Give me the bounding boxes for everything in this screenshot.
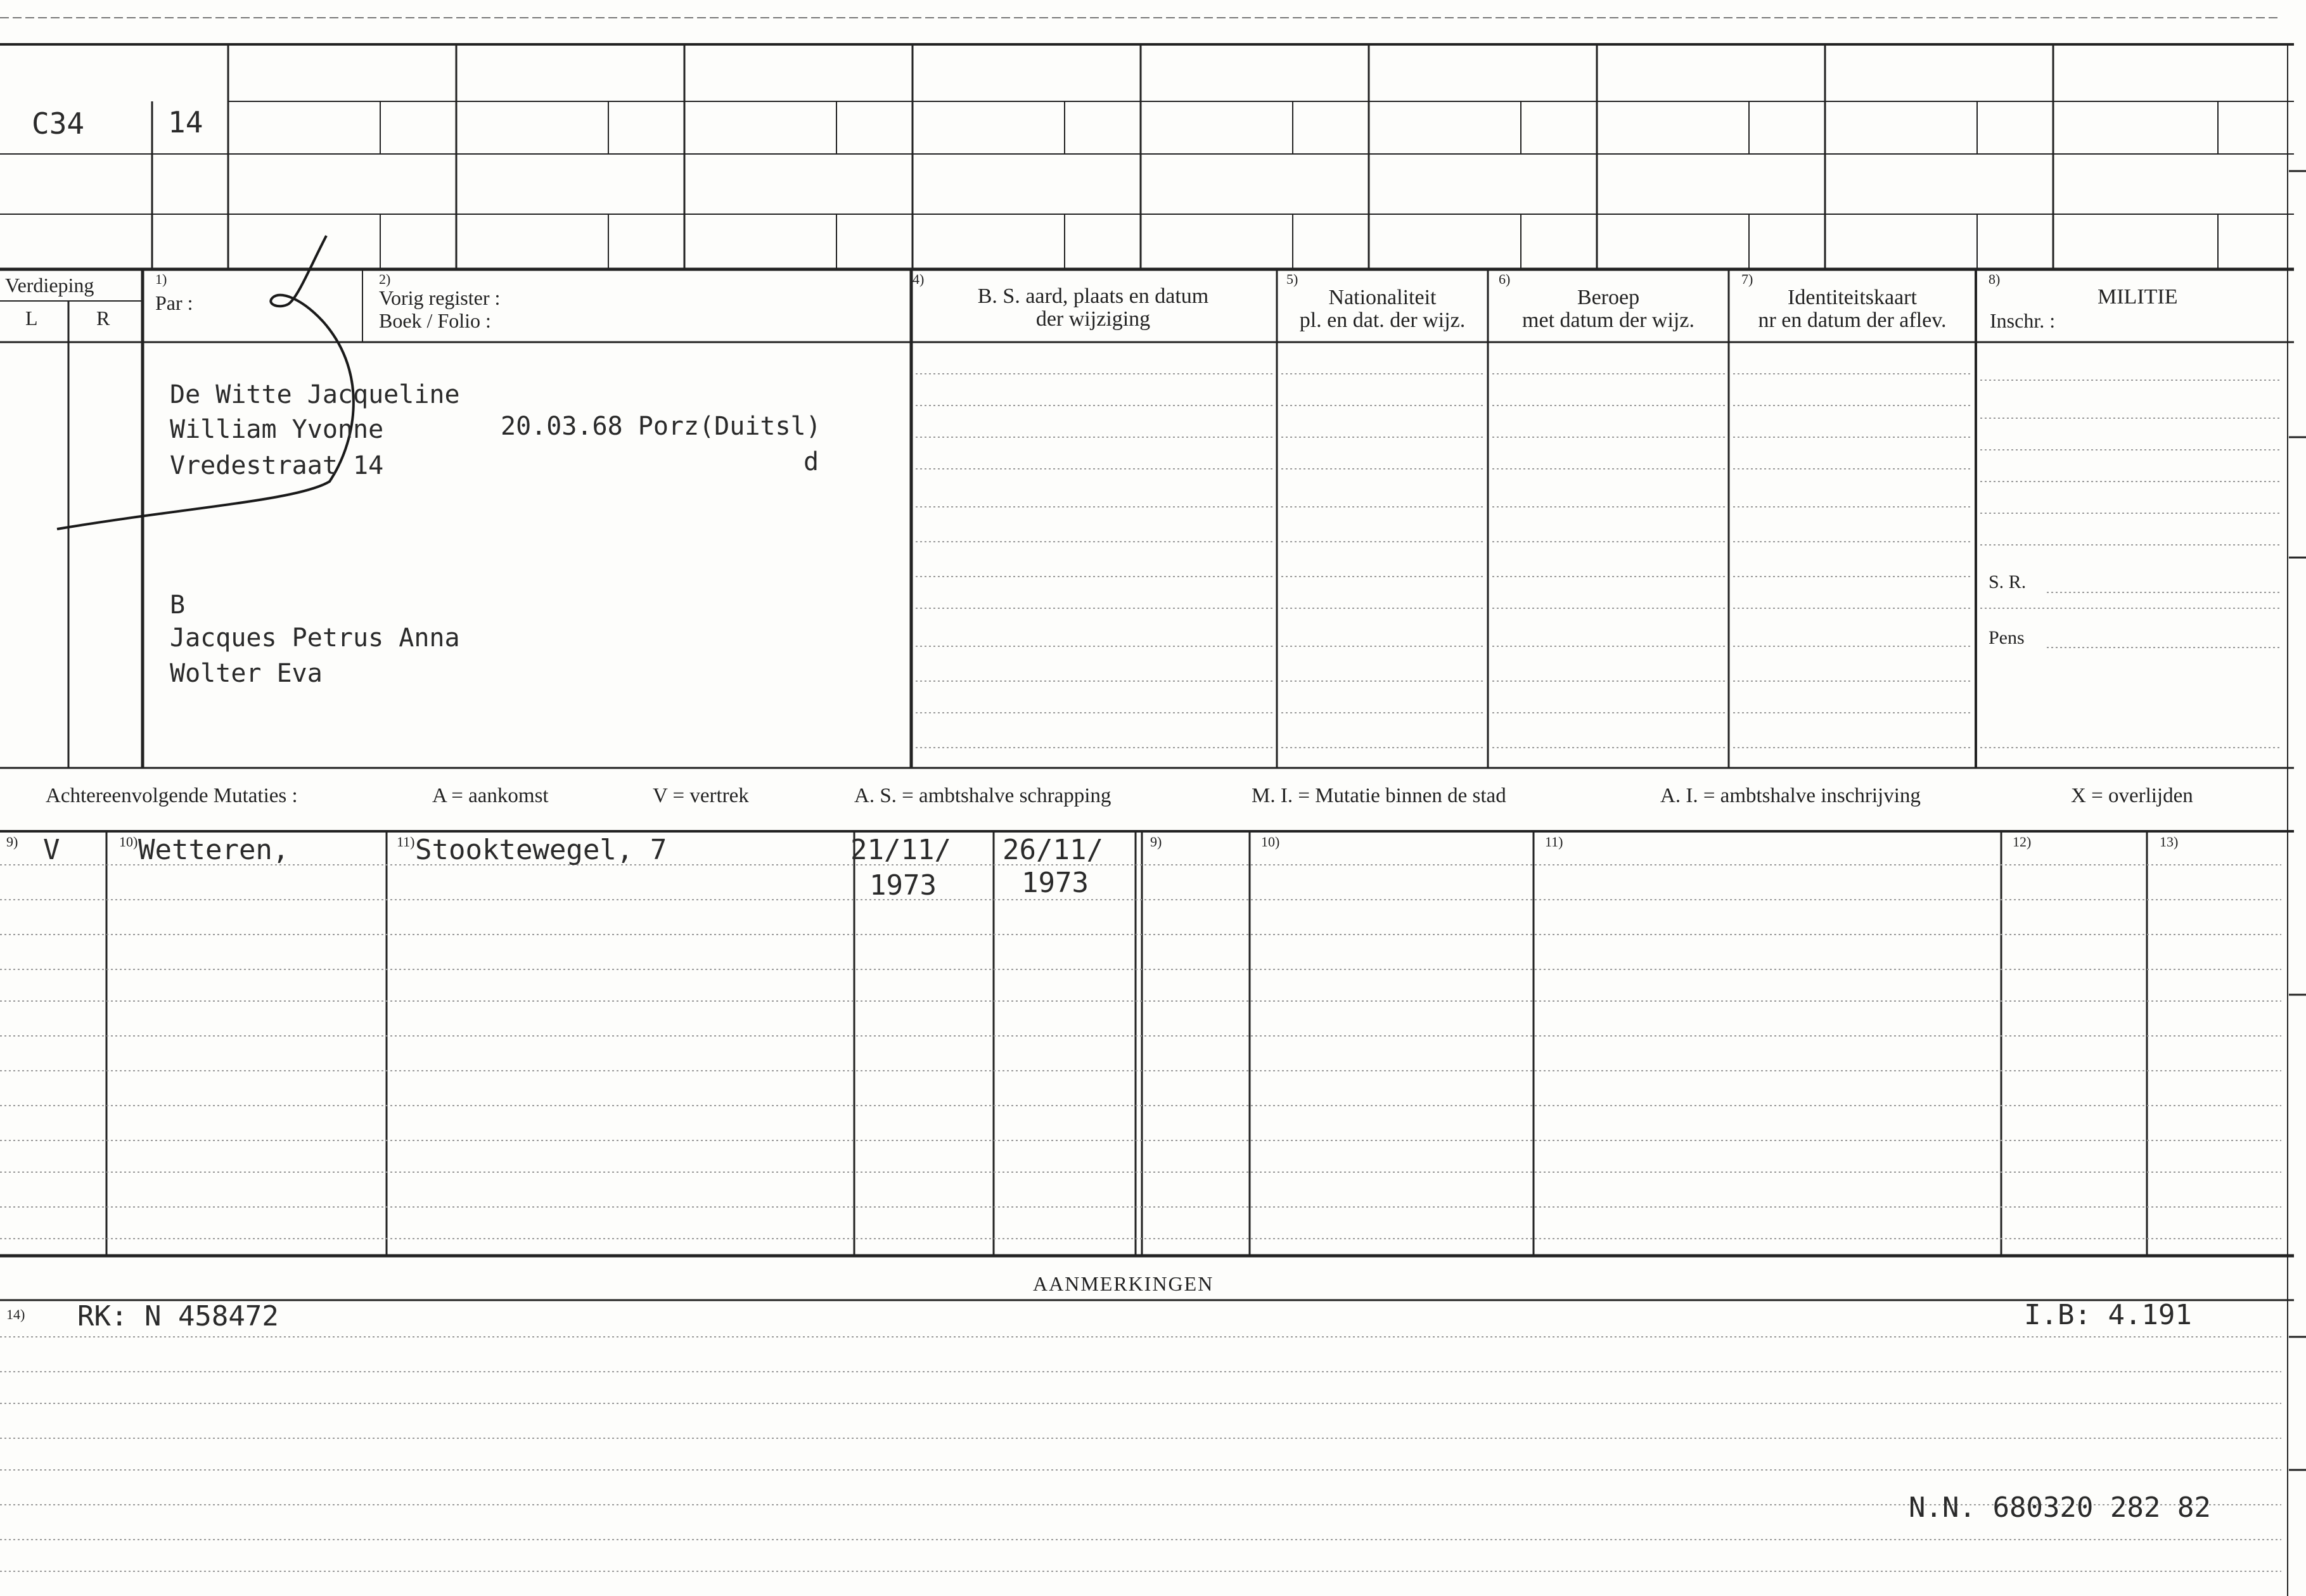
verdieping-label: Verdieping: [5, 274, 94, 297]
partner-letter: B: [170, 591, 186, 620]
remarks-rk: RK: N 458472: [77, 1300, 279, 1332]
legend-mutatie-binnen-stad: M. I. = Mutatie binnen de stad: [1252, 784, 1506, 807]
col-4-number: 4): [913, 271, 925, 287]
mut-col-9b-number: 9): [1150, 834, 1162, 850]
col-1-number: 1): [155, 271, 167, 287]
mut-col-11b-number: 11): [1545, 834, 1563, 850]
partner-name-line1: Jacques Petrus Anna: [170, 623, 460, 653]
person-name-line1: De Witte Jacqueline: [170, 380, 460, 409]
pens-label: Pens: [1989, 627, 2025, 648]
legend-ambtshalve-schrapping: A. S. = ambtshalve schrapping: [854, 784, 1111, 807]
remarks-ib: I.B: 4.191: [2024, 1299, 2192, 1331]
mut-col-10-number: 10): [119, 834, 138, 850]
person-gender: d: [804, 447, 819, 476]
inschr-label: Inschr. :: [1990, 309, 2056, 332]
register-code: C34: [32, 106, 85, 141]
mut-col-12-number: 12): [2013, 834, 2032, 850]
legend-ambtshalve-inschrijving: A. I. = ambtshalve inschrijving: [1660, 784, 1921, 807]
mutation-date2-year: 1973: [1022, 867, 1089, 899]
nationaliteit-header-line2: pl. en dat. der wijz.: [1299, 309, 1466, 332]
nationaliteit-header-line1: Nationaliteit: [1328, 286, 1437, 309]
bs-header-line2: der wijziging: [1035, 307, 1151, 331]
col-2-number: 2): [379, 271, 391, 287]
col-5-number: 5): [1286, 271, 1298, 287]
remarks-title: AANMERKINGEN: [1033, 1272, 1214, 1295]
bs-header-line1: B. S. aard, plaats en datum: [977, 284, 1209, 308]
remarks-number: 14): [6, 1306, 25, 1322]
beroep-header-line1: Beroep: [1577, 286, 1640, 309]
beroep-header-line2: met datum der wijz.: [1522, 309, 1694, 332]
verdieping-left-label: L: [25, 307, 38, 329]
person-birth: 20.03.68 Porz(Duitsl): [501, 412, 821, 441]
register-number: 14: [168, 105, 203, 139]
identiteitskaart-header-line2: nr en datum der aflev.: [1758, 309, 1947, 332]
mutation-date1-daymonth: 21/11/: [850, 834, 951, 866]
mut-col-11-number: 11): [397, 834, 415, 850]
mutation-date1-year: 1973: [869, 869, 937, 902]
col-8-number: 8): [1989, 271, 2001, 287]
person-street: Vredestraat 14: [170, 451, 384, 480]
partner-name-line2: Wolter Eva: [170, 659, 323, 688]
mutation-date2-daymonth: 26/11/: [1002, 834, 1103, 866]
mutation-address: Stooktewegel, 7: [415, 834, 667, 866]
legend-overlijden: X = overlijden: [2071, 784, 2193, 807]
remarks-nn: N.N. 680320 282 82: [1909, 1491, 2211, 1524]
col-7-number: 7): [1741, 271, 1753, 287]
mutation-place: Wetteren,: [138, 834, 290, 866]
militie-header: MILITIE: [2098, 285, 2178, 309]
sr-label: S. R.: [1989, 571, 2027, 592]
verdieping-right-label: R: [96, 307, 110, 329]
mut-col-13-number: 13): [2160, 834, 2179, 850]
boek-folio-label: Boek / Folio :: [379, 309, 491, 332]
mut-col-10b-number: 10): [1261, 834, 1280, 850]
person-name-line2: William Yvonne: [170, 415, 384, 444]
mutations-legend-title: Achtereenvolgende Mutaties :: [46, 784, 298, 807]
legend-vertrek: V = vertrek: [653, 784, 749, 807]
par-label: Par :: [155, 291, 193, 314]
legend-aankomst: A = aankomst: [432, 784, 549, 807]
vorig-register-label: Vorig register :: [379, 286, 501, 309]
identiteitskaart-header-line1: Identiteitskaart: [1788, 286, 1917, 309]
mut-col-9-number: 9): [6, 834, 18, 850]
mutation-type: V: [43, 834, 60, 866]
col-6-number: 6): [1499, 271, 1511, 287]
